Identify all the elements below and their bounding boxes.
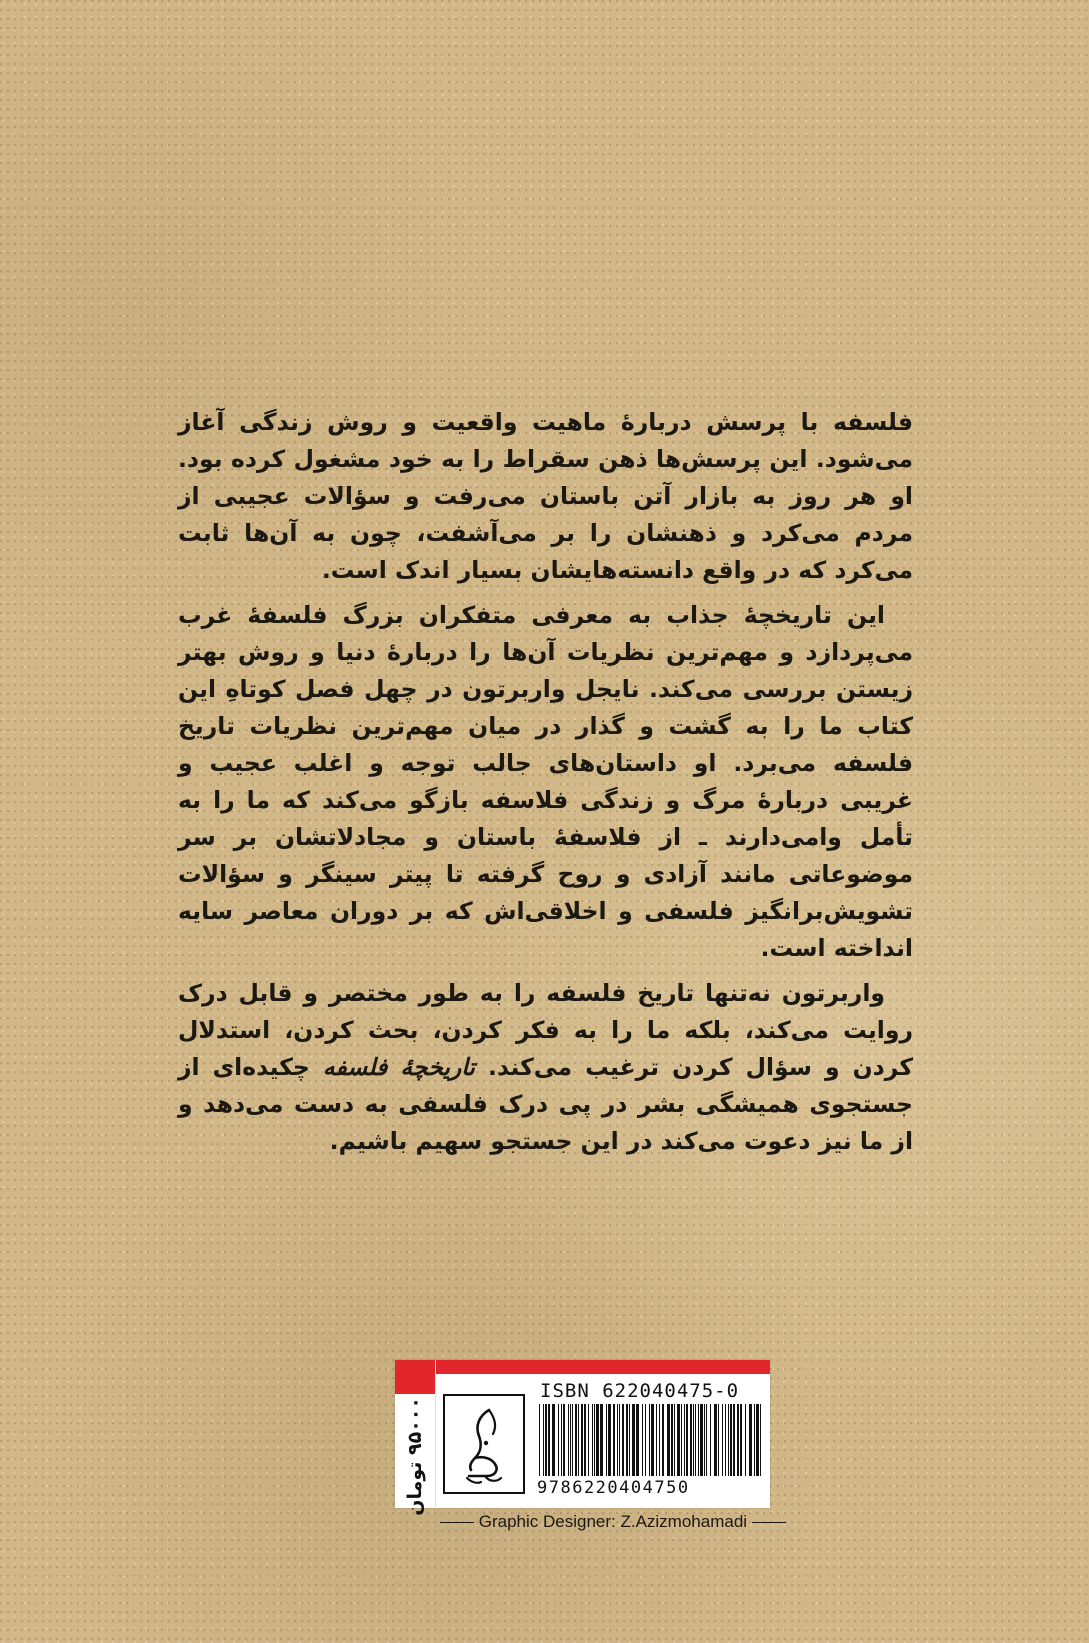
barcode-bar [737,1404,739,1476]
barcode-bar [581,1404,583,1476]
blurb-paragraph-3-end: چکیده‌ای از جستجوی همیشگی بشر در پی درک فلسفی به دست می‌دهد و از ما نیز دعوت می‌کند در این جستجو سهیم باشیم. [178,1053,913,1155]
barcode-bar [588,1404,589,1476]
barcode-bar [570,1404,571,1476]
isbn-label: ISBN 622040475-0 [540,1380,740,1402]
barcode-bar [606,1404,607,1476]
back-cover-blurb [178,404,913,1168]
blurb-paragraph-2: این تاریخچهٔ جذاب به معرفی متفکران بزرگ فلسفهٔ غرب می‌پردازد و مهم‌ترین نظریات آن‌ها را دربارهٔ دنیا و روش بهتر زیستن بررسی می‌کند. نایجل واربرتون در چهل فصل کوتاهِ این کتاب ما را به گشت و گذار در میان مهم‌ترین نظریات تاریخ فلسفه می‌برد. او داستان‌های جالب توجه و اغلب عجیب و غریبی دربارهٔ مرگ و زندگی فلاسفه بازگو می‌کند که ما را به تأمل وامی‌دارند ـ از فلاسفهٔ باستان و مجادلاتشان بر سر موضوعاتی مانند آزادی و روح گرفته تا پیتر سینگر و سؤالات تشویش‌برانگیز فلسفی و اخلاقی‌اش که بر دوران معاصر سایه انداخته است. [178,601,913,962]
designer-credit [440,1512,770,1532]
barcode-bar [714,1404,717,1476]
barcode-bar [649,1404,650,1476]
barcode-bar [594,1404,595,1476]
barcode-digits: 9786220404750 [537,1478,690,1498]
barcode-bar [684,1404,685,1476]
barcode-bar [756,1404,759,1476]
barcode-bar [674,1404,675,1476]
price-strip [395,1360,436,1516]
barcode-bar [539,1404,540,1476]
credit-rule-right [752,1522,786,1523]
barcode-bar [600,1404,603,1476]
barcode-bar [700,1404,703,1476]
barcode-bar [561,1404,562,1476]
barcode-bar [690,1404,692,1476]
barcode-bar [651,1404,654,1476]
barcode-bar [659,1404,660,1476]
barcode-bar [548,1404,550,1476]
barcode-bar [575,1404,577,1476]
barcode-bar [745,1404,746,1476]
barcode-bar [629,1404,630,1476]
designer-credit-text: Graphic Designer: Z.Azizmohamadi [478,1512,748,1531]
barcode-bar [578,1404,579,1476]
barcode-bar [698,1404,699,1476]
barcode-bar [667,1404,670,1476]
barcode-bar [728,1404,729,1476]
blurb-paragraph-3-start: واربرتون نه‌تنها تاریخ فلسفه را به طور مختصر و قابل درک روایت می‌کند، بلکه ما را به فکر کردن، بحث کردن، استدلال کردن و سؤال کردن ترغیب می‌کند. [178,979,913,1081]
barcode-red-band [395,1360,770,1374]
barcode-bar [622,1404,624,1476]
barcode-bar [710,1404,711,1476]
barcode-bar [706,1404,707,1476]
barcode-bar [760,1404,761,1476]
barcode-bar [693,1404,694,1476]
barcode-bar [613,1404,615,1476]
barcode-bar [584,1404,586,1476]
barcode-bar [632,1404,635,1476]
book-title-inline: تاریخچهٔ فلسفه [322,1053,475,1081]
barcode-bar [642,1404,643,1476]
barcode-bar [677,1404,680,1476]
barcode-bar [695,1404,696,1476]
blurb-paragraph-3 [178,975,913,1160]
barcode-bar [730,1404,732,1476]
barcode-bar [718,1404,719,1476]
price-red-cap [395,1360,435,1394]
barcode-bar [545,1404,547,1476]
barcode-bar [626,1404,628,1476]
barcode-bar [740,1404,742,1476]
barcode-panel [395,1360,770,1516]
barcode-bar [749,1404,752,1476]
barcode-bar [733,1404,735,1476]
barcode-bar [656,1404,657,1476]
barcode-bar [558,1404,559,1476]
barcode-bar [568,1404,569,1476]
antelope-logo-icon [443,1394,525,1494]
barcode-bar [552,1404,555,1476]
barcode-bar [572,1404,573,1476]
barcode-bar [662,1404,664,1476]
barcode-bar [725,1404,726,1476]
barcode-bar [671,1404,673,1476]
barcode-icon [537,1404,763,1476]
barcode-bar [636,1404,639,1476]
barcode-bar [645,1404,646,1476]
barcode-bar [596,1404,599,1476]
barcode-bar [608,1404,611,1476]
barcode-bar [592,1404,593,1476]
barcode-bar [617,1404,618,1476]
publisher-logo-graphic [445,1396,523,1492]
barcode-bar [563,1404,565,1476]
barcode-bar [686,1404,688,1476]
price-label: ۹۵۰۰۰ تومان [404,1397,426,1516]
barcode-bar [681,1404,682,1476]
barcode-bar [543,1404,544,1476]
barcode-bar [704,1404,705,1476]
credit-rule-left [440,1522,474,1523]
barcode-bar [619,1404,620,1476]
blurb-paragraph-1: فلسفه با پرسش دربارهٔ ماهیت واقعیت و روش زندگی آغاز می‌شود. این پرسش‌ها ذهن سقراط را به خود مشغول کرده بود. او هر روز به بازار آتن باستان می‌رفت و سؤالات عجیبی از مردم می‌کرد و ذهنشان را بر می‌آشفت، چون به آن‌ها ثابت می‌کرد که در واقع دانسته‌هایشان بسیار اندک است. [178,408,913,584]
barcode-bar [722,1404,723,1476]
barcode-bar [754,1404,755,1476]
